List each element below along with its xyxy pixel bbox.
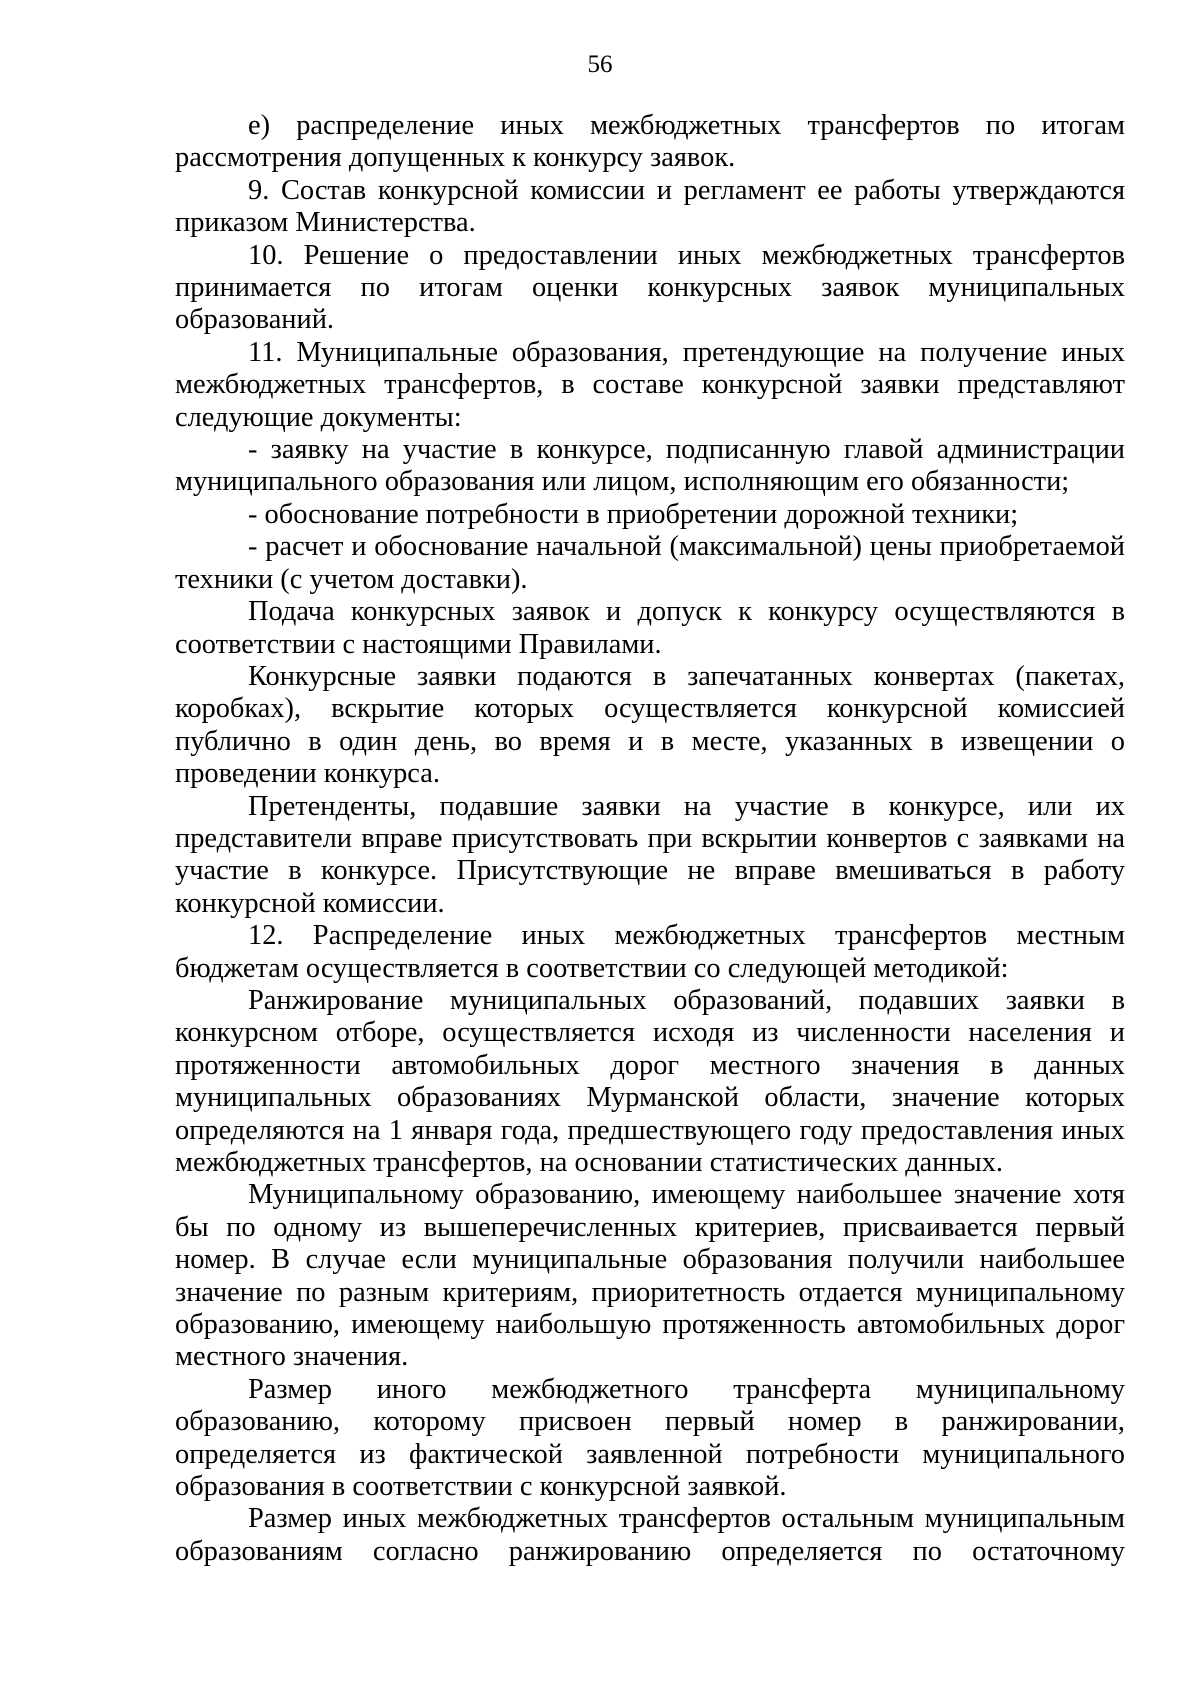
- paragraph-item-e: е) распределение иных межбюджетных трансфертов по итогам рассмотрения допущенных к конкурсу заявок.: [175, 110, 1125, 174]
- page-number: 56: [587, 51, 613, 78]
- list-item-justification: - обоснование потребности в приобретении дорожной техники;: [248, 498, 1019, 530]
- paragraph-sealed-envelopes: Конкурсные заявки подаются в запечатанных конвертах (пакетах, коробках), вскрытие которых осуществляется конкурсной комиссией публично в один день, во время и в месте, указанных в извещении о проведении конкурса.: [175, 660, 1125, 790]
- list-item-application: - заявку на участие в конкурсе, подписанную главой администрации муниципального образования или лицом, исполняющим его обязанности;: [175, 434, 1125, 498]
- paragraph-transfer-size-rest: Размер иных межбюджетных трансфертов остальным муниципальным образованиям согласно ранжированию определяется по остаточному: [175, 1503, 1125, 1567]
- paragraph-applicants-presence: Претенденты, подавшие заявки на участие в конкурсе, или их представители вправе присутствовать при вскрытии конвертов с заявками на участие в конкурсе. Присутствующие не вправе вмешиваться в работу конкурсной комиссии.: [175, 790, 1125, 919]
- paragraph-ranking: Ранжирование муниципальных образований, подавших заявки в конкурсном отборе, осуществляется исходя из численности населения и протяженности автомобильных дорог местного значения в данных муниципальных образованиях Мурманской области, значение которых определяются на 1 января года, предшествующего году предоставления иных межбюджетных трансфертов, на основании статистических данных.: [175, 984, 1125, 1178]
- paragraph-9: 9. Состав конкурсной комиссии и регламент ее работы утверждаются приказом Министерства.: [175, 174, 1125, 239]
- paragraph-first-number: Муниципальному образованию, имеющему наибольшее значение хотя бы по одному из вышеперечисленных критериев, присваивается первый номер. В случае если муниципальные образования получили наибольшее значение по разным критериям, приоритетность отдается муниципальному образованию, имеющему наибольшую протяженность автомобильных дорог местного значения.: [175, 1179, 1125, 1373]
- paragraph-transfer-size-first: Размер иного межбюджетного трансферта муниципальному образованию, которому присвоен первый номер в ранжировании, определяется из фактической заявленной потребности муниципального образования в соответствии с конкурсной заявкой.: [175, 1373, 1125, 1503]
- list-item-price-calculation: - расчет и обоснование начальной (максимальной) цены приобретаемой техники (с учетом доставки).: [175, 531, 1125, 595]
- paragraph-11: 11. Муниципальные образования, претендующие на получение иных межбюджетных трансфертов, в составе конкурсной заявки представляют следующие документы:: [175, 336, 1125, 433]
- paragraph-10: 10. Решение о предоставлении иных межбюджетных трансфертов принимается по итогам оценки конкурсных заявок муниципальных образований.: [175, 239, 1125, 336]
- paragraph-12: 12. Распределение иных межбюджетных трансфертов местным бюджетам осуществляется в соответствии со следующей методикой:: [175, 920, 1125, 984]
- document-body: [175, 110, 1125, 1568]
- paragraph-submission: Подача конкурсных заявок и допуск к конкурсу осуществляются в соответствии с настоящими Правилами.: [175, 596, 1125, 660]
